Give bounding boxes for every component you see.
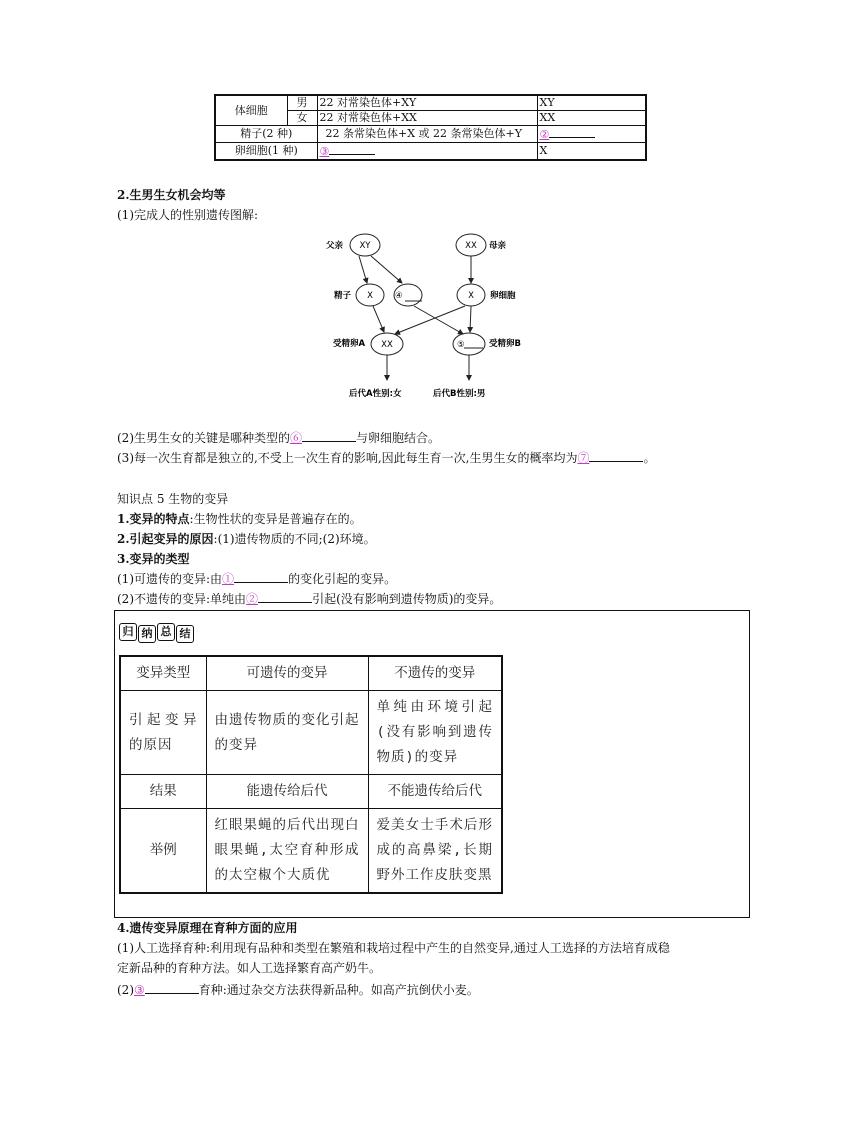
section4-p1b: 定新品种的育种方法。如人工选择繁育高产奶牛。 <box>117 961 382 975</box>
kp5-p3b: (2)不遗传的变异:单纯由② 引起(没有影响到遗传物质)的变异。 <box>117 592 502 606</box>
zygote-a-label: 受精卵A <box>333 339 366 349</box>
offspring-a: 后代A性别:女 <box>349 389 402 399</box>
sperm-label: 精子 <box>333 291 351 301</box>
section2-title: 2.生男生女机会均等 <box>117 188 226 202</box>
variation-summary-table <box>119 655 503 894</box>
row-label: 引起变异的原因 <box>120 691 206 775</box>
answer-blank[interactable] <box>145 982 199 994</box>
row-label: 结果 <box>120 775 206 809</box>
table-row <box>120 775 502 809</box>
male-autosomes: 22 对常染色体+XY <box>317 95 537 111</box>
sex-female: 女 <box>287 111 317 126</box>
section2-q2: (2)生男生女的关键是哪种类型的⑥ 与卵细胞结合。 <box>117 431 441 445</box>
answer-blank[interactable] <box>258 591 312 603</box>
table-row <box>120 809 502 894</box>
section4-p1a: (1)人工选择育种:利用现有品种和类型在繁殖和栽培过程中产生的自然变异,通过人工选择的方法培育成稳 <box>117 941 670 955</box>
sperm-autosomes: 22 条常染色体+X 或 22 条常染色体+Y <box>317 126 537 143</box>
table-row <box>215 126 646 143</box>
section4-title: 4.遗传变异原理在育种方面的应用 <box>117 921 298 935</box>
table-row <box>120 656 502 691</box>
egg-blank[interactable] <box>317 143 537 161</box>
egg-label: 卵细胞 <box>490 291 516 301</box>
blank-marker: ② <box>539 128 550 141</box>
egg-sex-chrom: X <box>537 143 646 161</box>
answer-blank[interactable] <box>234 571 288 583</box>
chromosome-table <box>214 94 647 161</box>
heritable-cell: 由遗传物质的变化引起的变异 <box>206 691 368 775</box>
sperm-x: X <box>367 291 373 301</box>
header-cell: 不遗传的变异 <box>368 656 502 691</box>
summary-badge: 归 纳 总 结 <box>119 623 194 643</box>
female-autosomes: 22 对常染色体+XX <box>317 111 537 126</box>
summary-box <box>114 610 750 918</box>
header-cell: 可遗传的变异 <box>206 656 368 691</box>
egg-x: X <box>468 291 474 301</box>
mother-label: 母亲 <box>489 241 507 251</box>
blank-marker: ⑦ <box>577 451 590 465</box>
answer-blank[interactable] <box>589 450 643 462</box>
kp5-title: 知识点 5 生物的变异 <box>117 492 229 506</box>
kp5-p3a: (1)可遗传的变异:由① 的变化引起的变异。 <box>117 572 397 586</box>
sex-inheritance-diagram <box>325 230 545 402</box>
zygote-b-label: 受精卵B <box>489 339 521 349</box>
table-row <box>215 95 646 111</box>
nonheritable-cell: 爱美女士手术后形成的高鼻梁,长期野外工作皮肤变黑 <box>368 809 502 894</box>
table-row <box>120 691 502 775</box>
somatic-label: 体细胞 <box>215 95 287 126</box>
header-cell: 变异类型 <box>120 656 206 691</box>
blank-marker: ⑥ <box>290 431 303 445</box>
male-sex-chrom: XY <box>537 95 646 111</box>
father-label: 父亲 <box>325 241 343 251</box>
blank-marker: ③ <box>319 145 330 158</box>
heritable-cell: 红眼果蝇的后代出现白眼果蝇,太空育种形成的太空椒个大质优 <box>206 809 368 894</box>
zygote-b-marker: ⑤ <box>457 340 465 350</box>
sperm-blank-marker: ④ <box>395 291 403 301</box>
blank-marker: ③ <box>134 983 145 997</box>
table-row <box>215 143 646 161</box>
blank-marker: ② <box>246 592 259 606</box>
nonheritable-cell: 单纯由环境引起(没有影响到遗传物质)的变异 <box>368 691 502 775</box>
mother-geno: XX <box>465 241 477 251</box>
sperm-label: 精子(2 种) <box>215 126 317 143</box>
blank-marker: ① <box>222 572 235 586</box>
section4-p2: (2)③ 育种:通过杂交方法获得新品种。如高产抗倒伏小麦。 <box>117 983 479 997</box>
section2-q1: (1)完成人的性别遗传图解: <box>117 208 259 222</box>
zygote-a-geno: XX <box>381 340 393 350</box>
sperm-blank[interactable] <box>537 126 646 143</box>
section2-q3: (3)每一次生育都是独立的,不受上一次生育的影响,因此每生育一次,生男生女的概率均为⑦ 。 <box>117 451 656 465</box>
kp5-p2: 2.引起变异的原因:(1)遗传物质的不同;(2)环境。 <box>117 532 376 546</box>
father-geno: XY <box>359 241 371 251</box>
female-sex-chrom: XX <box>537 111 646 126</box>
nonheritable-cell: 不能遗传给后代 <box>368 775 502 809</box>
row-label: 举例 <box>120 809 206 894</box>
heritable-cell: 能遗传给后代 <box>206 775 368 809</box>
offspring-b: 后代B性别:男 <box>433 389 486 399</box>
kp5-p3: 3.变异的类型 <box>117 552 190 566</box>
sex-male: 男 <box>287 95 317 111</box>
egg-label: 卵细胞(1 种) <box>215 143 317 161</box>
kp5-p1: 1.变异的特点:生物性状的变异是普遍存在的。 <box>117 512 362 526</box>
answer-blank[interactable] <box>302 430 356 442</box>
